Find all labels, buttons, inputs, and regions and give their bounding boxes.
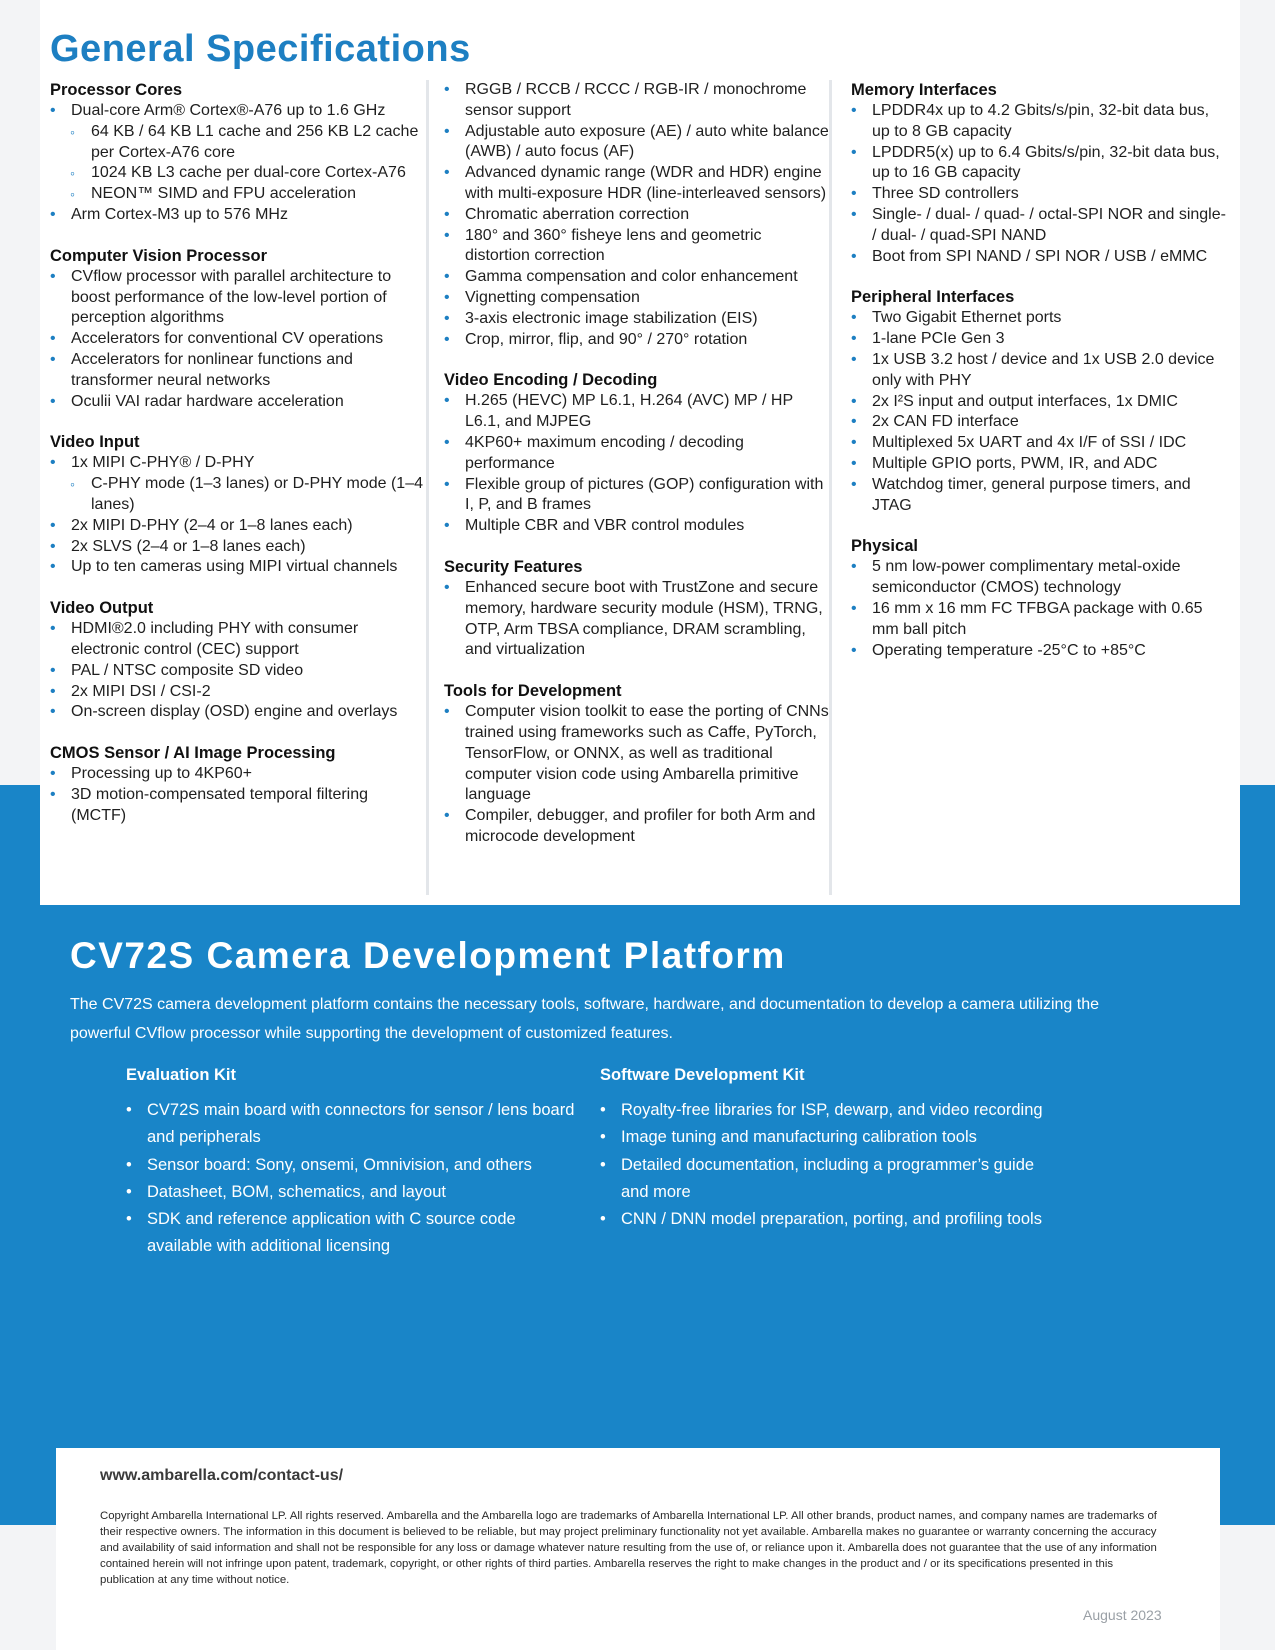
processor-cores-section [50, 80, 425, 226]
spec-list [851, 557, 1231, 661]
cmos-ai-continued-section [444, 80, 829, 350]
list-item: • 1x MIPI C-PHY® / D-PHY [50, 453, 425, 474]
list-item: • Enhanced secure boot with TrustZone and secure memory, hardware security module (HSM), TRNG, OTP, Arm TBSA compliance, DRAM scrambling, and virtualization [444, 578, 829, 661]
list-item: • Watchdog timer, general purpose timers, and JTAG [851, 475, 1231, 517]
list-item: • 180° and 360° fisheye lens and geometric distortion correction [444, 226, 829, 268]
spec-column-3 [851, 80, 1231, 681]
copyright-notice: Copyright Ambarella International LP. All rights reserved. Ambarella and the Ambarella logo are trademarks of Ambarella International LP. All other brands, product names, and company names are trademarks of their respective owners. The information in this document is believed to be reliable, but may project preliminary functionality not yet available. Ambarella makes no guarantee or warranty concerning the accuracy and availability of said information and shall not be responsible for any loss or damage whatever nature resulting from the use of, or reliance upon it. Ambarella does not guarantee that the use of any information contained herein will not infringe upon patent, trademark, copyright, or other rights of third parties. Ambarella reserves the right to make changes in the product and / or its specifications presented in this publication at any time without notice. [100, 1510, 1157, 1586]
list-item: • 2x MIPI DSI / CSI-2 [50, 682, 425, 703]
list-item: • CVflow processor with parallel architecture to boost performance of the low-level portion of perception algorithms [50, 267, 425, 329]
list-item: • Compiler, debugger, and profiler for both Arm and microcode development [444, 806, 829, 848]
contact-link[interactable]: www.ambarella.com/contact-us/ [100, 1467, 344, 1484]
memory-section [851, 80, 1231, 267]
section-heading: Memory Interfaces [851, 81, 997, 99]
computer-vision-section [50, 246, 425, 413]
sdk-heading: Software Development Kit [600, 1066, 805, 1084]
list-item: • Flexible group of pictures (GOP) configuration with I, P, and B frames [444, 475, 829, 517]
list-item: • Two Gigabit Ethernet ports [851, 308, 1231, 329]
list-item: • Adjustable auto exposure (AE) / auto white balance (AWB) / auto focus (AF) [444, 122, 829, 164]
list-item: • Computer vision toolkit to ease the porting of CNNs trained using frameworks such as Caffe, PyTorch, TensorFlow, or ONNX, as well as traditional computer vision code using Ambarella primitive language [444, 702, 829, 806]
list-item: • 3D motion-compensated temporal filtering (MCTF) [50, 785, 425, 827]
spec-list [50, 453, 425, 578]
list-item: • HDMI®2.0 including PHY with consumer electronic control (CEC) support [50, 619, 425, 661]
list-item: • 4KP60+ maximum encoding / decoding performance [444, 433, 829, 475]
video-output-section [50, 598, 425, 723]
list-item: • 2x CAN FD interface [851, 412, 1231, 433]
spec-column-1 [50, 80, 425, 847]
section-heading: Processor Cores [50, 81, 183, 99]
tools-section [444, 681, 829, 848]
spec-list [444, 391, 829, 537]
list-item: • LPDDR5(x) up to 6.4 Gbits/s/pin, 32-bit data bus, up to 16 GB capacity [851, 143, 1231, 185]
list-item: • Oculii VAI radar hardware acceleration [50, 392, 425, 413]
video-encoding-section [444, 370, 829, 537]
list-item: • Single- / dual- / quad- / octal-SPI NOR and single- / dual- / quad-SPI NAND [851, 205, 1231, 247]
list-item: • Image tuning and manufacturing calibration tools [600, 1124, 1050, 1151]
column-divider [426, 80, 429, 895]
list-item: • Advanced dynamic range (WDR and HDR) engine with multi-exposure HDR (line-interleaved sensors) [444, 163, 829, 205]
page-title: General Specifications [50, 28, 471, 70]
list-item: • H.265 (HEVC) MP L6.1, H.264 (AVC) MP / HP L6.1, and MJPEG [444, 391, 829, 433]
list-item: • Datasheet, BOM, schematics, and layout [126, 1179, 576, 1206]
list-item: • 3-axis electronic image stabilization (EIS) [444, 309, 829, 330]
spec-column-2 [444, 80, 829, 868]
section-heading: Video Input [50, 433, 140, 452]
list-item: • Multiple CBR and VBR control modules [444, 516, 829, 537]
section-heading: Video Output [50, 599, 154, 618]
spec-list [50, 267, 425, 413]
spec-list [444, 80, 829, 350]
list-item: • Multiple GPIO ports, PWM, IR, and ADC [851, 454, 1231, 475]
sub-list-item: ◦ NEON™ SIMD and FPU acceleration [50, 184, 425, 205]
spec-list [50, 619, 425, 723]
video-input-section [50, 432, 425, 578]
peripheral-section [851, 287, 1231, 516]
spec-list [50, 764, 425, 826]
list-item: • Detailed documentation, including a programmer’s guide and more [600, 1152, 1050, 1207]
list-item: • 5 nm low-power complimentary metal-oxide semiconductor (CMOS) technology [851, 557, 1231, 599]
list-item: • Arm Cortex-M3 up to 576 MHz [50, 205, 425, 226]
sub-list-item: ◦ 64 KB / 64 KB L1 cache and 256 KB L2 cache per Cortex-A76 core [50, 122, 425, 164]
physical-section [851, 536, 1231, 661]
list-item: • LPDDR4x up to 4.2 Gbits/s/pin, 32-bit data bus, up to 8 GB capacity [851, 101, 1231, 143]
list-item: • Dual-core Arm® Cortex®-A76 up to 1.6 GHz [50, 101, 425, 122]
platform-title: CV72S Camera Development Platform [70, 935, 786, 976]
list-item: • Sensor board: Sony, onsemi, Omnivision, and others [126, 1152, 576, 1179]
list-item: • 1-lane PCIe Gen 3 [851, 329, 1231, 350]
list-item: • Chromatic aberration correction [444, 205, 829, 226]
list-item: • 2x MIPI D-PHY (2–4 or 1–8 lanes each) [50, 516, 425, 537]
section-heading: CMOS Sensor / AI Image Processing [50, 744, 336, 763]
cmos-ai-section [50, 743, 425, 826]
section-heading: Computer Vision Processor [50, 246, 268, 265]
list-item: • Vignetting compensation [444, 288, 829, 309]
section-heading: Peripheral Interfaces [851, 288, 1015, 307]
list-item: • RGGB / RCCB / RCCC / RGB-IR / monochrome sensor support [444, 80, 829, 122]
column-divider [829, 80, 832, 895]
list-item: • Boot from SPI NAND / SPI NOR / USB / eMMC [851, 247, 1231, 268]
spec-list [444, 578, 829, 661]
sdk-list [600, 1097, 1050, 1233]
list-item: • On-screen display (OSD) engine and overlays [50, 702, 425, 723]
sdk-section [600, 1066, 1050, 1233]
list-item: • CNN / DNN model preparation, porting, and profiling tools [600, 1206, 1050, 1233]
sub-list-item: ◦ 1024 KB L3 cache per dual-core Cortex-A76 [50, 163, 425, 184]
list-item: • Up to ten cameras using MIPI virtual channels [50, 557, 425, 578]
evaluation-kit-section [126, 1066, 576, 1261]
list-item: • Accelerators for conventional CV operations [50, 329, 425, 350]
spec-list [851, 101, 1231, 267]
section-heading: Security Features [444, 557, 583, 576]
list-item: • Multiplexed 5x UART and 4x I/F of SSI / IDC [851, 433, 1231, 454]
section-heading: Video Encoding / Decoding [444, 371, 658, 390]
list-item: • Operating temperature -25°C to +85°C [851, 641, 1231, 662]
list-item: • 2x I²S input and output interfaces, 1x DMIC [851, 392, 1231, 413]
list-item: • Royalty-free libraries for ISP, dewarp, and video recording [600, 1097, 1050, 1124]
list-item: • Accelerators for nonlinear functions and transformer neural networks [50, 350, 425, 392]
list-item: • 2x SLVS (2–4 or 1–8 lanes each) [50, 537, 425, 558]
platform-intro: The CV72S camera development platform contains the necessary tools, software, hardware, and documentation to develop a camera utilizing the powerful CVflow processor while supporting the development of customized features. [70, 996, 1100, 1042]
list-item: • Processing up to 4KP60+ [50, 764, 425, 785]
section-heading: Physical [851, 537, 918, 556]
spec-list [50, 101, 425, 226]
list-item: • 16 mm x 16 mm FC TFBGA package with 0.65 mm ball pitch [851, 599, 1231, 641]
list-item: • Three SD controllers [851, 184, 1231, 205]
list-item: • PAL / NTSC composite SD video [50, 661, 425, 682]
list-item: • Crop, mirror, flip, and 90° / 270° rotation [444, 330, 829, 351]
section-heading: Tools for Development [444, 682, 622, 701]
evaluation-kit-heading: Evaluation Kit [126, 1066, 237, 1084]
security-section [444, 557, 829, 661]
list-item: • CV72S main board with connectors for sensor / lens board and peripherals [126, 1097, 576, 1152]
spec-list [851, 308, 1231, 516]
evaluation-kit-list [126, 1097, 576, 1261]
publication-date: August 2023 [1083, 1607, 1162, 1623]
list-item: • 1x USB 3.2 host / device and 1x USB 2.0 device only with PHY [851, 350, 1231, 392]
list-item: • SDK and reference application with C source code available with additional licensing [126, 1206, 576, 1261]
spec-list [444, 702, 829, 848]
list-item: • Gamma compensation and color enhancement [444, 267, 829, 288]
sub-list-item: ◦ C-PHY mode (1–3 lanes) or D-PHY mode (1–4 lanes) [50, 474, 425, 516]
